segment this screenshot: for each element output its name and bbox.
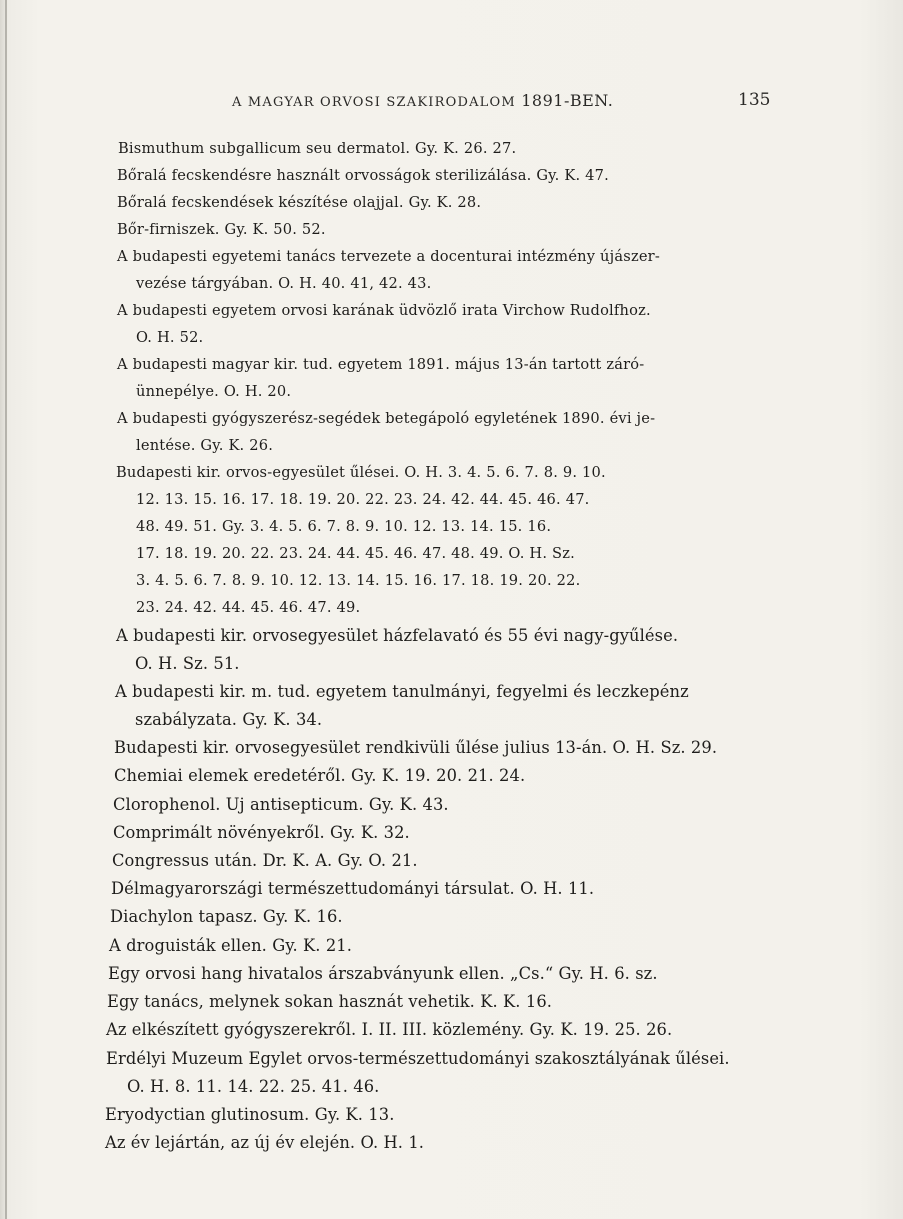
entry-line: ünnepélye. O. H. 20. [136,383,292,400]
entry-line: Bőr-firniszek. Gy. K. 50. 52. [117,221,326,238]
entry-line: A budapesti gyógyszerész-segédek betegápoló egyletének 1890. évi je- [117,410,656,427]
entry-line: Clorophenol. Uj antisepticum. Gy. K. 43. [113,795,449,814]
entry-line: 17. 18. 19. 20. 22. 23. 24. 44. 45. 46. 47. 48. 49. O. H. Sz. [136,545,575,562]
entry-line: A budapesti kir. m. tud. egyetem tanulmányi, fegyelmi és leczkepénz [115,682,689,701]
entry-line: A budapesti kir. orvosegyesület házfelavató és 55 évi nagy-gyűlése. [116,626,679,645]
entry-line: Délmagyarországi természettudományi társulat. O. H. 11. [111,879,595,898]
entry-line: A budapesti egyetemi tanács tervezete a docenturai intézmény újászer- [117,248,660,265]
entry-line: lentése. Gy. K. 26. [136,437,274,454]
entry-line: O. H. 52. [136,329,204,346]
entry-line: Congressus után. Dr. K. A. Gy. O. 21. [112,851,418,870]
entry-line: Bőralá fecskendések készítése olajjal. Gy. K. 28. [117,194,482,211]
entry-line: Bőralá fecskendésre használt orvosságok sterilizálása. Gy. K. 47. [117,167,609,184]
entry-line: 3. 4. 5. 6. 7. 8. 9. 10. 12. 13. 14. 15. 16. 17. 18. 19. 20. 22. [136,572,581,589]
entry-line: 48. 49. 51. Gy. 3. 4. 5. 6. 7. 8. 9. 10. 12. 13. 14. 15. 16. [136,518,552,535]
entry-line: Erdélyi Muzeum Egylet orvos-természettudományi szakosztályának űlései. [106,1049,730,1068]
entry-line: Eryodyctian glutinosum. Gy. K. 13. [105,1105,395,1124]
running-title-year: 1891-BEN. [521,91,614,110]
entry-line: Comprimált növényekről. Gy. K. 32. [113,823,410,842]
entry-line: Az év lejártán, az új év elején. O. H. 1. [105,1133,425,1152]
entry-line: vezése tárgyában. O. H. 40. 41, 42. 43. [136,275,432,292]
running-title: A MAGYAR ORVOSI SZAKIRODALOM [232,95,516,110]
entry-line: A droguisták ellen. Gy. K. 21. [109,936,353,955]
entry-line: A budapesti egyetem orvosi karának üdvözlő irata Virchow Rudolfhoz. [117,302,651,319]
entry-line: O. H. Sz. 51. [135,654,240,673]
entry-line: Budapesti kir. orvos-egyesület űlései. O. H. 3. 4. 5. 6. 7. 8. 9. 10. [116,464,606,481]
entry-line: A budapesti magyar kir. tud. egyetem 1891. május 13-án tartott záró- [117,356,645,373]
entry-line: Chemiai elemek eredetéről. Gy. K. 19. 20. 21. 24. [114,766,526,785]
entry-line: Egy tanács, melynek sokan hasznát vehetik. K. K. 16. [107,992,553,1011]
entry-line: Budapesti kir. orvosegyesület rendkivüli űlése julius 13-án. O. H. Sz. 29. [114,738,718,757]
page-number: 135 [738,90,771,110]
entry-line: szabályzata. Gy. K. 34. [135,710,323,729]
entry-line: Bismuthum subgallicum seu dermatol. Gy. K. 26. 27. [118,140,517,157]
entry-line: Egy orvosi hang hivatalos árszabványunk ellen. „Cs.“ Gy. H. 6. sz. [108,964,658,983]
entry-line: 12. 13. 15. 16. 17. 18. 19. 20. 22. 23. 24. 42. 44. 45. 46. 47. [136,491,590,508]
entry-line: Diachylon tapasz. Gy. K. 16. [110,907,343,926]
entry-line: 23. 24. 42. 44. 45. 46. 47. 49. [136,599,361,616]
entry-line: O. H. 8. 11. 14. 22. 25. 41. 46. [127,1077,380,1096]
entry-line: Az elkészített gyógyszerekről. I. II. III. közlemény. Gy. K. 19. 25. 26. [106,1020,673,1039]
